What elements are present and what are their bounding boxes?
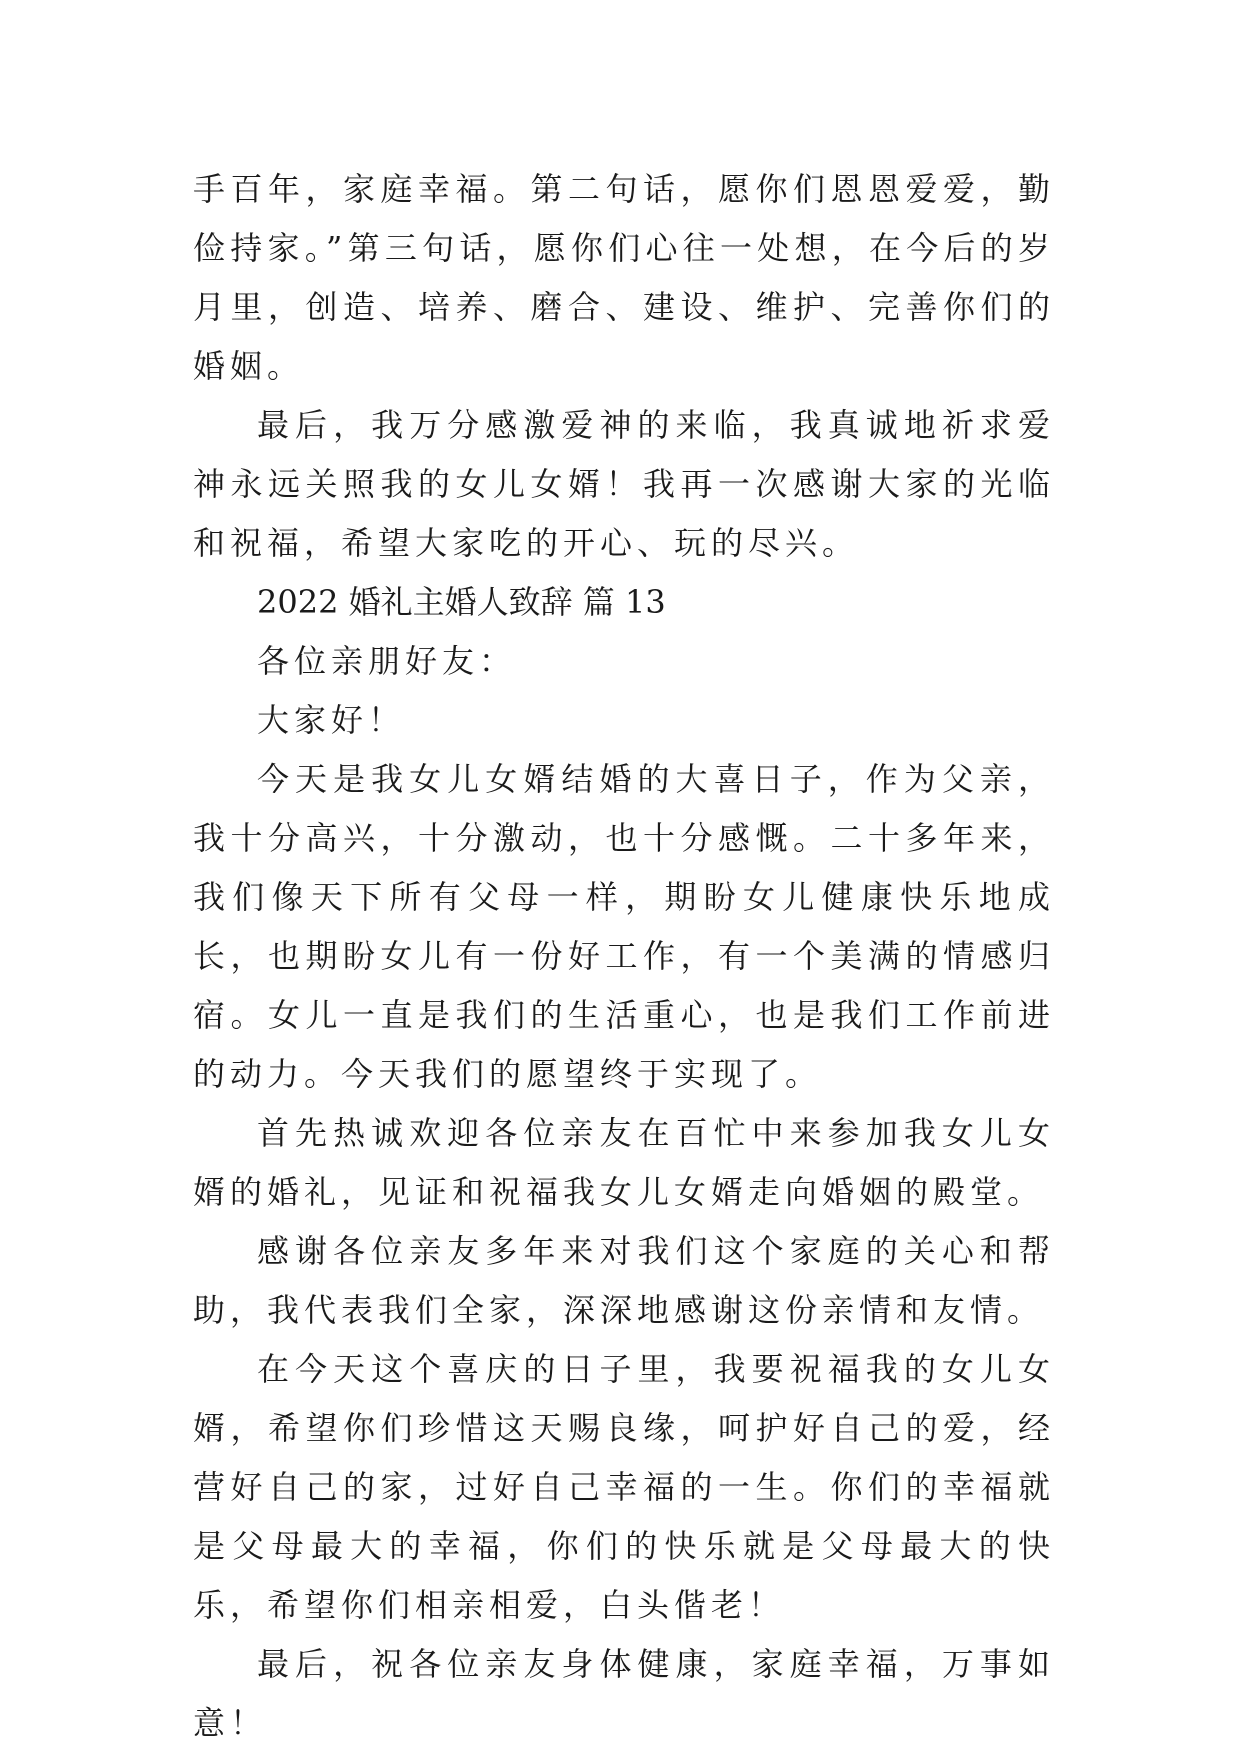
greeting: 大家好！ <box>257 701 406 739</box>
paragraph-closing-thanks: 最后，我万分感激爱神的来临，我真诚地祈求爱神永远关照我的女儿女婿！我再一次感谢大家的光临和祝福，希望大家吃的开心、玩的尽兴。 <box>193 406 1055 562</box>
section-heading: 2022 婚礼主婚人致辞 篇 13 <box>257 583 666 621</box>
salutation: 各位亲朋好友： <box>257 642 517 680</box>
paragraph-final-wish: 最后，祝各位亲友身体健康，家庭幸福，万事如意！ <box>193 1645 1055 1742</box>
paragraph-welcome: 首先热诚欢迎各位亲友在百忙中来参加我女儿女婿的婚礼，见证和祝福我女儿女婿走向婚姻的殿堂。 <box>193 1114 1055 1211</box>
document-body <box>193 160 1055 1753</box>
paragraph-thanks: 感谢各位亲友多年来对我们这个家庭的关心和帮助，我代表我们全家，深深地感谢这份亲情和友情。 <box>193 1232 1055 1329</box>
paragraph-blessing: 在今天这个喜庆的日子里，我要祝福我的女儿女婿，希望你们珍惜这天赐良缘，呵护好自己的爱，经营好自己的家，过好自己幸福的一生。你们的幸福就是父母最大的幸福，你们的快乐就是父母最大的快乐，希望你们相亲相爱，白头偕老！ <box>193 1350 1055 1624</box>
paragraph-intro: 今天是我女儿女婿结婚的大喜日子，作为父亲，我十分高兴，十分激动，也十分感慨。二十多年来，我们像天下所有父母一样，期盼女儿健康快乐地成长，也期盼女儿有一份好工作，有一个美满的情感归宿。女儿一直是我们的生活重心，也是我们工作前进的动力。今天我们的愿望终于实现了。 <box>193 760 1055 1093</box>
paragraph-continued: 手百年，家庭幸福。第二句话，愿你们恩恩爱爱，勤俭持家。”第三句话，愿你们心往一处想，在今后的岁月里，创造、培养、磨合、建设、维护、完善你们的婚姻。 <box>193 170 1055 385</box>
